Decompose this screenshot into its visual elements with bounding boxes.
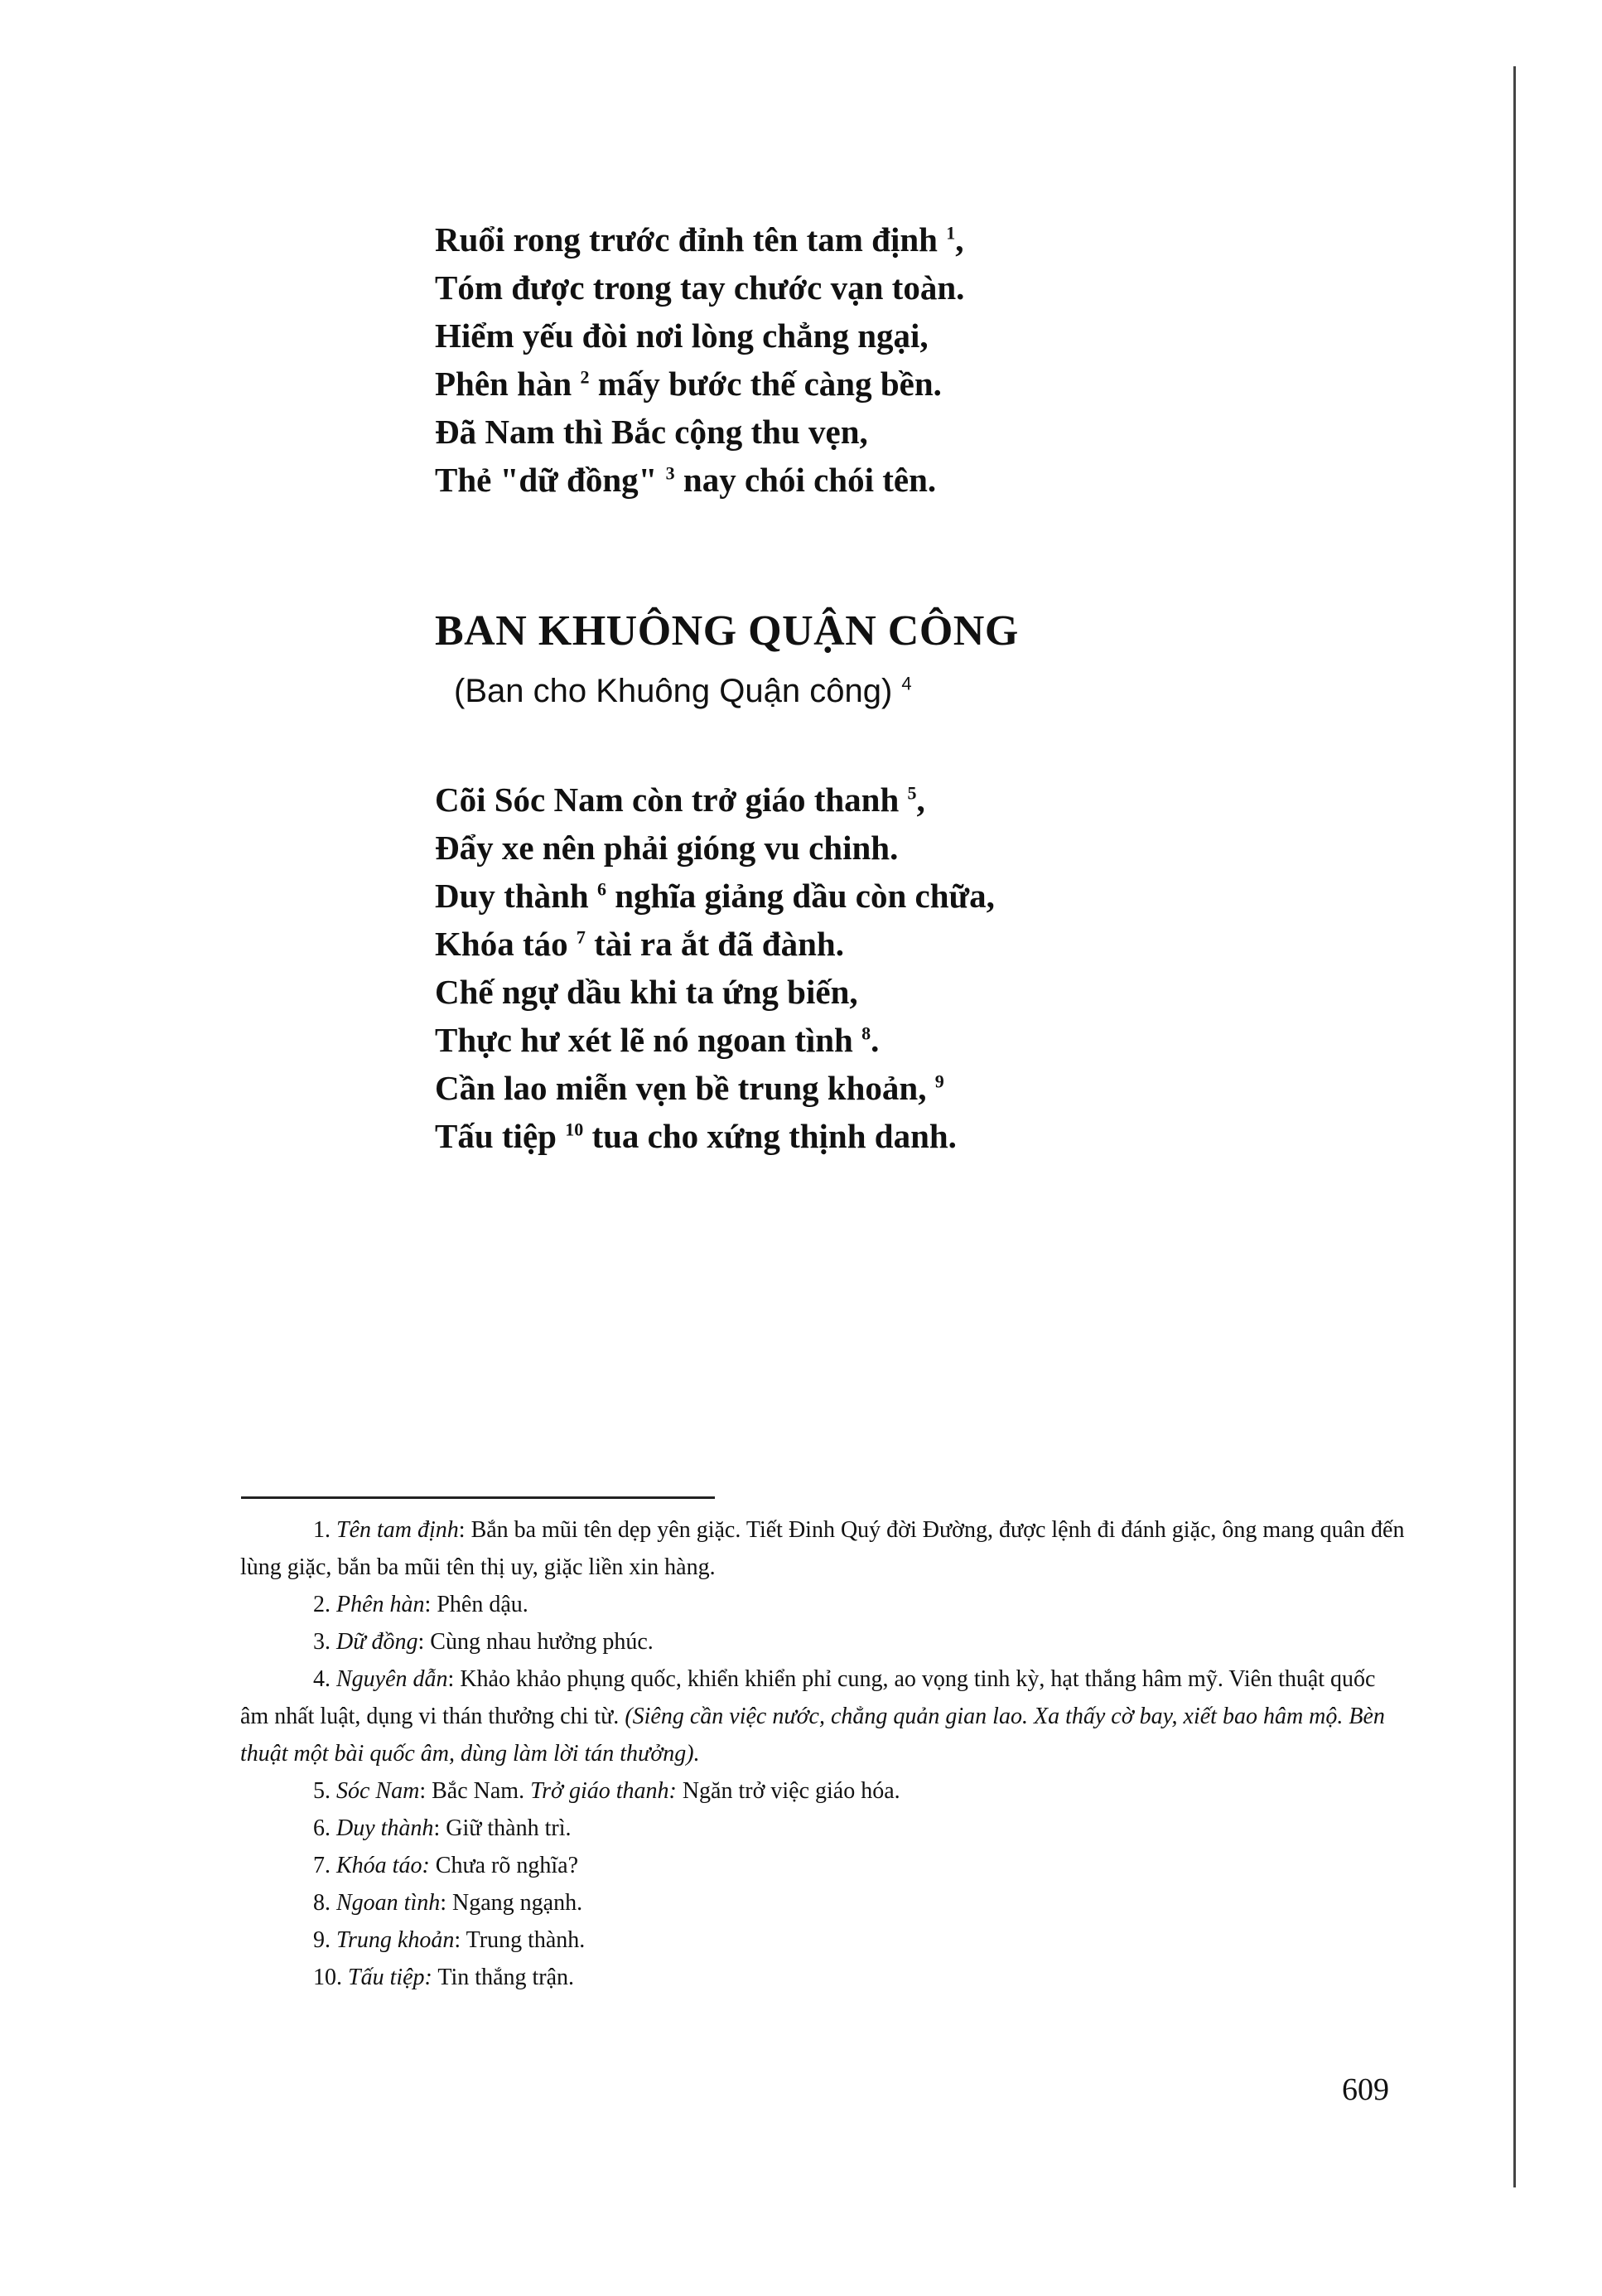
footnote-item: 9. Trung khoản: Trung thành.: [313, 1927, 586, 1953]
footnote-ref: 5: [907, 782, 917, 804]
verse-line: Hiểm yếu đòi nơi lòng chẳng ngại,: [435, 317, 929, 355]
verse-line: Thẻ "dữ đồng" $^3$ nay chói chói tên.: [435, 461, 937, 499]
footnote-item: 10. Tấu tiệp: Tin thắng trận.: [313, 1965, 575, 1990]
poem-title: BAN KHUÔNG QUẬN CÔNG: [435, 607, 1019, 655]
footnote-item: 4. Nguyên dẫn: Khảo khảo phụng quốc, khiển khiển phỉ cung, ao vọng tinh kỳ, hạt thắng hâm mỹ. Viên thuật quốc âm nhất luật, dụng vi thán thưởng chi từ. (Siêng cần việc nước, chẳng quản gian lao. Xa thấy cờ bay, xiết bao hâm mộ. Bèn thuật một bài quốc âm, dùng làm lời tán thưởng).: [240, 1666, 1385, 1767]
footnote-separator: [241, 1496, 715, 1499]
verse-line: Khóa táo $^7$ tài ra ắt đã đành.: [435, 925, 844, 963]
verse-line: Ruổi rong trước đỉnh tên tam định $^1$,: [435, 220, 964, 259]
footnote-item: 1. Tên tam định: Bắn ba mũi tên dẹp yên giặc. Tiết Đinh Quý đời Đường, được lệnh đi đánh giặc, ông mang quân đến lùng giặc, bắn ba mũi tên thị uy, giặc liền xin hàng.: [240, 1517, 1405, 1580]
poem-subtitle: (Ban cho Khuông Quận công) $^4$: [454, 673, 912, 709]
verse-line: Thực hư xét lẽ nó ngoan tình $^8$.: [435, 1021, 880, 1059]
footnote-item: 2. Phên hàn: Phên dậu.: [313, 1592, 528, 1617]
footnote-ref: 4: [901, 673, 912, 694]
verse-line: Duy thành $^6$ nghĩa giảng dầu còn chữa,: [435, 877, 995, 915]
footnotes: [240, 1511, 1407, 1996]
verse-line: Cõi Sóc Nam còn trở giáo thanh $^5$,: [435, 781, 925, 819]
footnote-item: 5. Sóc Nam: Bắc Nam. Trở giáo thanh: Ngăn trở việc giáo hóa.: [313, 1778, 900, 1804]
footnote-ref: 6: [596, 878, 606, 900]
verse-line: Chế ngự dầu khi ta ứng biến,: [435, 973, 858, 1011]
footnote-ref: 1: [946, 222, 956, 244]
footnote-item: 8. Ngoan tình: Ngang ngạnh.: [313, 1890, 583, 1916]
verse-line: Đã Nam thì Bắc cộng thu vẹn,: [435, 413, 868, 451]
verse-line: Phên hàn $^2$ mấy bước thế càng bền.: [435, 365, 942, 403]
footnote-ref: 3: [665, 462, 675, 484]
footnote-item: 6. Duy thành: Giữ thành trì.: [313, 1815, 572, 1841]
footnote-ref: 8: [861, 1022, 871, 1044]
verse-line: Tóm được trong tay chước vạn toàn.: [435, 268, 965, 307]
verse-block-2: [435, 776, 995, 1160]
verse-block-1: [435, 215, 964, 504]
verse-line: Đẩy xe nên phải gióng vu chinh.: [435, 829, 899, 867]
footnote-ref: 9: [934, 1071, 944, 1092]
footnote-ref: 10: [565, 1119, 584, 1140]
footnote-ref: 7: [576, 926, 586, 948]
verse-line: Tấu tiệp $^{10}$ tua cho xứng thịnh danh.: [435, 1117, 957, 1155]
footnote-item: 3. Dữ đồng: Cùng nhau hưởng phúc.: [313, 1629, 654, 1655]
footnote-item: 7. Khóa táo: Chưa rõ nghĩa?: [313, 1853, 579, 1878]
page-edge-line: [1513, 66, 1516, 2187]
verse-line: Cần lao miễn vẹn bề trung khoản, $^9$: [435, 1069, 944, 1107]
footnote-ref: 2: [580, 366, 590, 388]
page-number: 609: [1342, 2072, 1389, 2107]
